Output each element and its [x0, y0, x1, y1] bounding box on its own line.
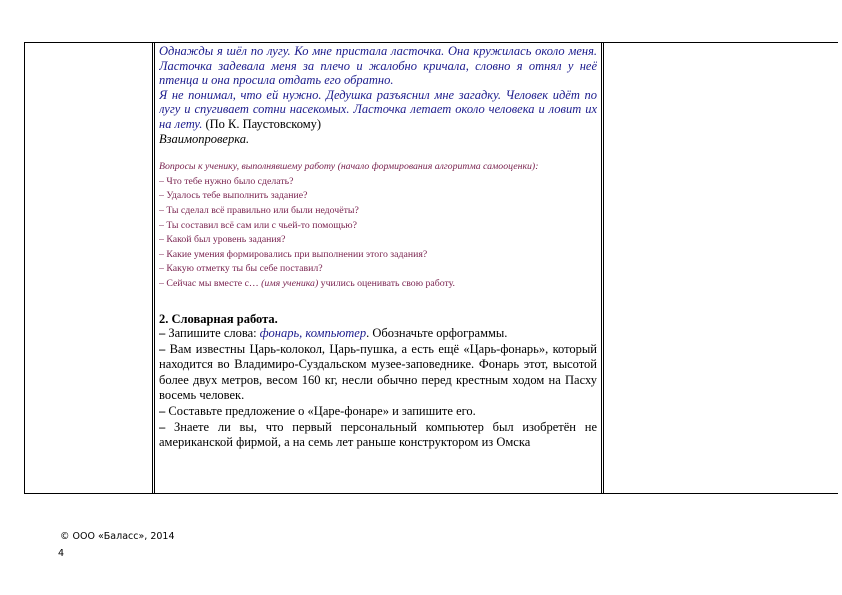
page-number: 4	[58, 548, 65, 559]
vocab-task-3: – Составьте предложение о «Царе-фонаре» и запишите его.	[159, 404, 476, 419]
table-divider-1	[152, 42, 153, 494]
copyright-footer: © ООО «Баласс», 2014	[60, 531, 175, 542]
vocab-task-4: – Знаете ли вы, что первый персональный компьютер был изобретён не американской фирмой, а на семь лет раньше конструктором из Омска	[159, 419, 597, 450]
question-item-last: – Сейчас мы вместе с… (имя ученика) учились оценивать свою работу.	[159, 277, 455, 289]
question-item: – Удалось тебе выполнить задание?	[159, 190, 308, 202]
vocab-task-1: – Запишите слова: фонарь, компьютер. Обозначьте орфограммы.	[159, 326, 508, 341]
table-divider-3	[601, 42, 602, 494]
question-item: – Какой был уровень задания?	[159, 234, 286, 246]
question-item: – Какую отметку ты бы себе поставил?	[159, 263, 323, 275]
story-paragraph-2: Я не понимал, что ей нужно. Дедушка разъяснил мне загадку. Человек идёт по лугу и спугивает сотни насекомых. Ласточка летает около человека и ловит их на лету. (По К. Паустовскому)	[159, 87, 597, 131]
lesson-content-cell	[159, 44, 597, 492]
self-assessment-questions	[159, 160, 597, 291]
peer-check-label: Взаимопроверка.	[159, 131, 250, 146]
story-paragraph-1: Однажды я шёл по лугу. Ко мне пристала ласточка. Она кружилась около меня. Ласточка задевала меня за плечо и жалобно кричала, словно я отнял у неё птенца и она просила отдать его обратно.	[159, 44, 597, 88]
question-item: – Какие умения формировались при выполнении этого задания?	[159, 248, 428, 260]
vocabulary-section-body	[159, 326, 597, 451]
vocabulary-section-title: 2. Словарная работа.	[159, 311, 278, 326]
question-item: – Ты сделал всё правильно или были недочёты?	[159, 204, 359, 216]
story-source: (По К. Паустовскому)	[205, 116, 322, 131]
table-divider-4	[603, 42, 604, 494]
questions-heading: Вопросы к ученику, выполнявшему работу (начало формирования алгоритма самооценки):	[159, 161, 539, 173]
vocab-task-2: – Вам известны Царь-колокол, Царь-пушка, а есть ещё «Царь-фонарь», который находится во Владимиро-Суздальском музее-заповеднике. Фонарь этот, высотой более двух метров, весом 160 кг, несли обычно перед крестным ходом на Пасху восемь человек.	[159, 341, 597, 403]
table-divider-2	[154, 42, 155, 494]
table-border-left	[24, 42, 25, 494]
question-item: – Ты составил всё сам или с чьей-то помощью?	[159, 219, 357, 231]
question-item: – Что тебе нужно было сделать?	[159, 175, 294, 187]
